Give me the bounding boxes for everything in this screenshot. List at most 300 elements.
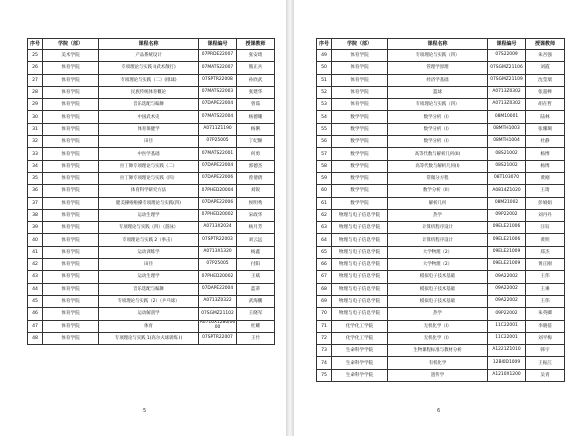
- row-college: 体育学院: [43, 209, 99, 221]
- row-course-code: A0814Z1020: [488, 185, 526, 197]
- row-course-name: 计算机程序设计: [388, 222, 488, 234]
- row-course-name: 数学分析（I）: [388, 123, 488, 135]
- header-college: 学院（部）: [332, 39, 388, 50]
- row-index: 66: [317, 259, 332, 271]
- row-teacher: 付阳: [237, 259, 275, 271]
- row-course-code: 07P25005: [199, 259, 237, 271]
- row-index: 39: [28, 222, 43, 234]
- row-college: 体育学院: [43, 283, 99, 295]
- row-index: 45: [28, 295, 43, 307]
- row-college: 化学化工学院: [332, 320, 388, 332]
- row-index: 54: [317, 111, 332, 123]
- row-course-code: 09P22002: [488, 308, 526, 320]
- table-row: [317, 172, 565, 184]
- row-index: 63: [317, 222, 332, 234]
- table-row: [28, 74, 275, 86]
- row-college: 数学学院: [332, 136, 388, 148]
- row-index: 27: [28, 74, 43, 86]
- row-college: 体育学院: [332, 62, 388, 74]
- row-course-name: 运动生理学: [99, 209, 199, 221]
- row-course-name: 体育科学研究方法: [99, 185, 199, 197]
- row-college: 物理与电子信息学院: [332, 234, 388, 246]
- row-index: 38: [28, 209, 43, 221]
- row-course-code: A1210X1200: [488, 369, 526, 381]
- header-index: 序号: [28, 39, 43, 50]
- row-course-name: 经济学基础: [388, 74, 488, 86]
- row-college: 数学学院: [332, 197, 388, 209]
- row-course-code: 07SPTR22007: [199, 332, 237, 344]
- row-course-code: 09A22002: [488, 271, 526, 283]
- row-course-code: 08MTH1004: [488, 136, 526, 148]
- row-teacher: 刘云远: [237, 234, 275, 246]
- table-row: [317, 345, 565, 357]
- table-row: [317, 308, 565, 320]
- table-body-right: [317, 50, 565, 382]
- row-course-name: 中国武术史: [99, 111, 199, 123]
- row-teacher: 彭娟娟: [526, 197, 565, 209]
- row-college: 美术学院: [43, 50, 99, 62]
- row-teacher: 王晓军: [237, 308, 275, 320]
- row-college: 生命科学学院: [332, 357, 388, 369]
- row-course-code: A0716X1280/0600: [199, 320, 237, 332]
- row-teacher: 王伟: [526, 295, 565, 307]
- row-teacher: 丁纪顺: [237, 136, 275, 148]
- table-row: [28, 185, 275, 197]
- row-index: 30: [28, 111, 43, 123]
- table-row: [28, 50, 275, 62]
- row-college: 体育学院: [332, 99, 388, 111]
- row-teacher: 郑杰: [526, 246, 565, 258]
- row-course-name: 田径: [99, 136, 199, 148]
- row-teacher: 张安琦: [237, 50, 275, 62]
- row-course-name: 模拟电子技术基础: [388, 271, 488, 283]
- row-index: 28: [28, 86, 43, 98]
- row-course-name: 体育保健学: [99, 123, 199, 135]
- row-teacher: 熊正兵: [237, 62, 275, 74]
- row-index: 74: [317, 357, 332, 369]
- header-college: 学院（部）: [43, 39, 99, 50]
- row-teacher: 刘锐: [237, 185, 275, 197]
- course-table-left: [27, 38, 275, 345]
- row-index: 62: [317, 209, 332, 221]
- row-index: 29: [28, 99, 43, 111]
- row-course-name: 无机化学（I）: [388, 320, 488, 332]
- row-course-code: 11C22001: [488, 332, 526, 344]
- table-row: [28, 123, 275, 135]
- book-gutter: [286, 0, 294, 436]
- row-teacher: 武海鹏: [237, 295, 275, 307]
- table-row: [317, 246, 565, 258]
- row-course-code: A1221Z1010: [488, 345, 526, 357]
- row-course-code: 07PHED20002: [199, 271, 237, 283]
- row-course-name: 热学: [388, 209, 488, 221]
- row-teacher: 刘霞: [526, 62, 565, 74]
- row-college: 体育学院: [43, 295, 99, 307]
- row-college: 体育学院: [43, 62, 99, 74]
- table-row: [317, 123, 565, 135]
- row-teacher: 王振江: [526, 357, 565, 369]
- row-course-code: 07SGMZ21102: [199, 308, 237, 320]
- row-college: 数学学院: [332, 123, 388, 135]
- row-teacher: 朱吾强: [526, 50, 565, 62]
- row-course-name: 音乐选配与编舞: [99, 283, 199, 295]
- row-college: 体育学院: [43, 234, 99, 246]
- row-course-name: 管理学原理: [388, 62, 488, 74]
- row-course-name: 专项理论与实践 1(高尔夫球训练 I): [99, 332, 199, 344]
- row-college: 体育学院: [43, 308, 99, 320]
- table-row: [317, 148, 565, 160]
- row-course-name: 运动解剖学: [99, 308, 199, 320]
- row-index: 68: [317, 283, 332, 295]
- row-course-code: 07PHED20002: [199, 209, 237, 221]
- row-teacher: 宋政华: [237, 209, 275, 221]
- row-index: 48: [28, 332, 43, 344]
- table-row: [28, 160, 275, 172]
- row-course-code: 09A22002: [488, 295, 526, 307]
- row-index: 71: [317, 320, 332, 332]
- header-row: [28, 39, 275, 50]
- row-college: 体育学院: [332, 86, 388, 98]
- row-index: 64: [317, 234, 332, 246]
- row-teacher: 杜耀: [237, 320, 275, 332]
- row-college: 体育学院: [43, 197, 99, 209]
- row-teacher: 侯明秀: [237, 197, 275, 209]
- row-college: 体育学院: [332, 74, 388, 86]
- row-course-name: 高等代数与解析几何(II): [388, 148, 488, 160]
- row-college: 体育学院: [43, 111, 99, 123]
- row-course-code: 07MATS22003: [199, 86, 237, 98]
- row-college: 数学学院: [332, 111, 388, 123]
- row-teacher: 沈莹瑞: [526, 74, 565, 86]
- row-course-code: 09ELE21006: [488, 222, 526, 234]
- row-course-code: 09P22002: [488, 209, 526, 221]
- row-teacher: 王竹: [237, 332, 275, 344]
- row-teacher: 曾茹: [237, 99, 275, 111]
- row-index: 55: [317, 123, 332, 135]
- row-college: 体育学院: [43, 86, 99, 98]
- table-row: [317, 74, 565, 86]
- table-row: [28, 99, 275, 111]
- row-index: 75: [317, 369, 332, 381]
- row-index: 69: [317, 295, 332, 307]
- row-course-name: 数学分析（II）: [388, 185, 488, 197]
- row-college: 体育学院: [43, 172, 99, 184]
- table-row: [28, 222, 275, 234]
- row-course-name: 产品系统设计: [99, 50, 199, 62]
- row-course-code: 08S21002: [488, 160, 526, 172]
- table-row: [317, 86, 565, 98]
- page-number: 6: [437, 408, 441, 414]
- row-course-name: 拉丁舞专项理论与实践（四）: [99, 172, 199, 184]
- row-teacher: 孙欣武: [237, 74, 275, 86]
- table-row: [317, 209, 565, 221]
- row-college: 体育学院: [43, 160, 99, 172]
- table-row: [317, 136, 565, 148]
- row-teacher: 刘丹丹: [526, 209, 565, 221]
- table-row: [317, 222, 565, 234]
- header-row: [317, 39, 565, 50]
- row-course-name: 热学: [388, 308, 488, 320]
- table-row: [28, 271, 275, 283]
- row-course-name: 专项理论与实践（四）: [388, 99, 488, 111]
- row-college: 生命科学学院: [332, 345, 388, 357]
- row-teacher: 刘平梅: [526, 332, 565, 344]
- row-index: 51: [317, 74, 332, 86]
- row-course-code: 07DAPE22004: [199, 160, 237, 172]
- row-index: 25: [28, 50, 43, 62]
- row-course-name: 运动训练学: [99, 246, 199, 258]
- row-course-code: A0713Z0322: [199, 295, 237, 307]
- row-course-code: 07SPTR22008: [199, 74, 237, 86]
- table-row: [28, 197, 275, 209]
- table-row: [317, 234, 565, 246]
- row-course-code: 09ELE21006: [488, 234, 526, 246]
- row-college: 物理与电子信息学院: [332, 246, 388, 258]
- row-course-name: 专项理论与实践（四）: [388, 50, 488, 62]
- row-course-name: 模拟电子技术基础: [388, 295, 488, 307]
- row-college: 数学学院: [332, 160, 388, 172]
- row-course-code: 08M21002: [488, 197, 526, 209]
- row-index: 40: [28, 234, 43, 246]
- row-course-name: 模拟电子技术基础: [388, 283, 488, 295]
- row-course-code: 08T103070: [488, 172, 526, 184]
- row-college: 物理与电子信息学院: [332, 308, 388, 320]
- table-row: [317, 283, 565, 295]
- row-teacher: 杨德珊: [237, 111, 275, 123]
- row-index: 47: [28, 320, 43, 332]
- row-college: 体育学院: [43, 185, 99, 197]
- table-body-left: [28, 50, 275, 345]
- right-page: [294, 0, 580, 436]
- row-teacher: 杨博: [526, 148, 565, 160]
- table-row: [28, 283, 275, 295]
- row-teacher: 陆林: [526, 111, 565, 123]
- row-index: 72: [317, 332, 332, 344]
- row-college: 物理与电子信息学院: [332, 209, 388, 221]
- row-index: 59: [317, 172, 332, 184]
- page-number: 5: [143, 408, 147, 414]
- row-course-name: 专项理论与实践（四）（游泳）: [99, 222, 199, 234]
- row-teacher: 郭德杰: [237, 160, 275, 172]
- row-course-code: A0713X2024: [199, 222, 237, 234]
- row-college: 化学化工学院: [332, 332, 388, 344]
- row-course-name: 中医学基础: [99, 148, 199, 160]
- row-course-name: 专项理论与实践 I(武术散打): [99, 62, 199, 74]
- table-row: [28, 86, 275, 98]
- header-course-code: 课程编号: [199, 39, 237, 50]
- row-index: 56: [317, 136, 332, 148]
- header-course-name: 课程名称: [388, 39, 488, 50]
- row-course-code: 07S22009: [488, 50, 526, 62]
- row-course-name: 生物课程标准与教材分析: [388, 345, 488, 357]
- table-row: [317, 259, 565, 271]
- row-course-code: 07P25005: [199, 136, 237, 148]
- table-row: [28, 234, 275, 246]
- row-college: 体育学院: [43, 99, 99, 111]
- row-index: 37: [28, 197, 43, 209]
- row-college: 数学学院: [332, 185, 388, 197]
- row-college: 体育学院: [43, 259, 99, 271]
- row-course-code: 07DAPE22004: [199, 99, 237, 111]
- row-college: 体育学院: [332, 50, 388, 62]
- row-index: 70: [317, 308, 332, 320]
- row-index: 41: [28, 246, 43, 258]
- row-course-code: 07MATS22007: [199, 62, 237, 74]
- table-row: [28, 172, 275, 184]
- table-row: [28, 136, 275, 148]
- row-index: 58: [317, 160, 332, 172]
- row-course-code: 07DAPE22004: [199, 283, 237, 295]
- row-course-code: 09A22002: [488, 283, 526, 295]
- row-teacher: 王乘: [526, 283, 565, 295]
- left-page: [0, 0, 286, 436]
- row-course-name: 专项理论与实践（2）（乒乓球）: [99, 295, 199, 307]
- row-index: 26: [28, 62, 43, 74]
- row-teacher: 吴青: [526, 369, 565, 381]
- row-teacher: 张建华: [237, 86, 275, 98]
- row-course-code: 07MATS22004: [199, 111, 237, 123]
- row-college: 数学学院: [332, 172, 388, 184]
- row-course-code: 09ELE21009: [488, 259, 526, 271]
- table-row: [317, 50, 565, 62]
- row-college: 体育学院: [43, 320, 99, 332]
- row-teacher: 王琦: [526, 185, 565, 197]
- row-teacher: 黄刚: [526, 172, 565, 184]
- row-college: 物理与电子信息学院: [332, 222, 388, 234]
- row-course-name: 篮球: [388, 86, 488, 98]
- row-teacher: 张珊瑚: [526, 123, 565, 135]
- row-course-code: 08M10001: [488, 111, 526, 123]
- table-row: [317, 197, 565, 209]
- row-course-name: 无机化学（I）: [388, 332, 488, 344]
- row-index: 61: [317, 197, 332, 209]
- row-index: 73: [317, 345, 332, 357]
- row-teacher: 朱英卿: [526, 308, 565, 320]
- row-course-name: 田径: [99, 259, 199, 271]
- table-row: [28, 259, 275, 271]
- row-course-code: 07SGMZ21106: [488, 62, 526, 74]
- row-teacher: 何勇: [237, 148, 275, 160]
- row-course-code: 08S21002: [488, 148, 526, 160]
- row-index: 44: [28, 283, 43, 295]
- row-teacher: 汪钰: [526, 222, 565, 234]
- row-index: 67: [317, 271, 332, 283]
- table-row: [28, 295, 275, 307]
- row-teacher: 蓝蒂: [237, 283, 275, 295]
- table-row: [28, 332, 275, 344]
- row-course-name: 专项理论与实践 2（拳击）: [99, 234, 199, 246]
- row-index: 60: [317, 185, 332, 197]
- row-index: 43: [28, 271, 43, 283]
- row-course-code: 07DAPE22006: [199, 197, 237, 209]
- row-college: 体育学院: [43, 148, 99, 160]
- row-teacher: 杨鑫: [237, 246, 275, 258]
- row-index: 57: [317, 148, 332, 160]
- header-teacher: 授课教师: [526, 39, 565, 50]
- row-course-name: 音乐选配与编舞: [99, 99, 199, 111]
- row-course-name: 民族传统体育概论: [99, 86, 199, 98]
- table-row: [28, 308, 275, 320]
- row-course-code: A0711Z1190: [199, 123, 237, 135]
- row-course-name: 常微分方程: [388, 172, 488, 184]
- row-course-code: 07SGMZ21109: [488, 74, 526, 86]
- header-teacher: 授课教师: [237, 39, 275, 50]
- row-course-name: 数学分析（I）: [388, 136, 488, 148]
- row-course-code: 12BI0D1009: [488, 357, 526, 369]
- row-course-code: 07MATS22001: [199, 148, 237, 160]
- table-row: [317, 185, 565, 197]
- row-course-name: 解析几何: [388, 197, 488, 209]
- row-course-name: 健美操啦啦操专项理论与实践(四): [99, 197, 199, 209]
- row-teacher: 杨博: [526, 160, 565, 172]
- row-college: 数学学院: [332, 148, 388, 160]
- table-row: [317, 357, 565, 369]
- row-course-name: 大学物理（2）: [388, 246, 488, 258]
- row-teacher: 曾倩倩: [237, 172, 275, 184]
- row-course-name: 体育: [99, 320, 199, 332]
- row-course-name: 数学分析（I）: [388, 111, 488, 123]
- row-teacher: 杨月芳: [237, 222, 275, 234]
- table-row: [28, 62, 275, 74]
- row-index: 50: [317, 62, 332, 74]
- row-course-code: A0713X1320: [199, 246, 237, 258]
- table-row: [28, 148, 275, 160]
- table-row: [317, 160, 565, 172]
- row-college: 物理与电子信息学院: [332, 259, 388, 271]
- header-course-code: 课程编号: [488, 39, 526, 50]
- row-course-name: 高等代数与解析几何(I): [388, 160, 488, 172]
- row-index: 52: [317, 86, 332, 98]
- row-index: 49: [317, 50, 332, 62]
- row-teacher: 王斌: [237, 271, 275, 283]
- row-index: 34: [28, 160, 43, 172]
- table-row: [28, 246, 275, 258]
- row-course-code: 07PHED20004: [199, 185, 237, 197]
- row-course-name: 专项理论与实践（二）(排球): [99, 74, 199, 86]
- row-course-code: 07PRDE22007: [199, 50, 237, 62]
- row-course-name: 计算机程序设计: [388, 234, 488, 246]
- row-teacher: 黄明: [526, 234, 565, 246]
- row-course-code: A0713Z0302: [488, 86, 526, 98]
- table-row: [28, 111, 275, 123]
- row-college: 体育学院: [43, 74, 99, 86]
- row-index: 53: [317, 99, 332, 111]
- table-row: [317, 295, 565, 307]
- row-teacher: 张超棒: [526, 86, 565, 98]
- row-teacher: 韩宇: [526, 345, 565, 357]
- row-college: 物理与电子信息学院: [332, 295, 388, 307]
- row-index: 65: [317, 246, 332, 258]
- row-college: 物理与电子信息学院: [332, 271, 388, 283]
- row-college: 体育学院: [43, 222, 99, 234]
- row-college: 体育学院: [43, 271, 99, 283]
- table-row: [317, 99, 565, 111]
- table-row: [317, 320, 565, 332]
- row-course-name: 拉丁舞专项理论与实践（二）: [99, 160, 199, 172]
- row-teacher: 杨俐: [237, 123, 275, 135]
- row-teacher: 王伟: [526, 271, 565, 283]
- table-row: [28, 209, 275, 221]
- row-course-code: 11C22001: [488, 320, 526, 332]
- row-college: 体育学院: [43, 123, 99, 135]
- row-college: 体育学院: [43, 136, 99, 148]
- row-course-code: 07SPTR22003: [199, 234, 237, 246]
- row-course-code: 07DAPE22006: [199, 172, 237, 184]
- row-college: 生命科学学院: [332, 369, 388, 381]
- table-row: [317, 369, 565, 381]
- row-index: 42: [28, 259, 43, 271]
- row-index: 46: [28, 308, 43, 320]
